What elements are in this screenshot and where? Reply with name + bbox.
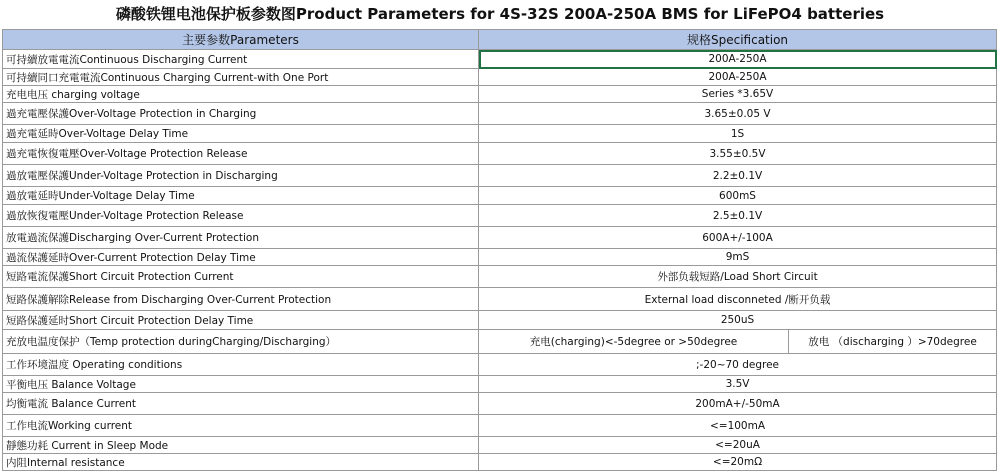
table-row <box>3 187 997 205</box>
table-row <box>3 311 997 330</box>
spec-cell[interactable]: 3.55±0.5V <box>479 143 997 165</box>
spec-cell[interactable]: External load disconneted /断开负载 <box>479 288 997 311</box>
spec-cell[interactable]: 600mS <box>479 187 997 205</box>
param-cell[interactable]: 過流保護延時Over-Current Protection Delay Time <box>3 249 479 266</box>
param-cell[interactable]: 過充電壓保護Over-Voltage Protection in Charging <box>3 103 479 125</box>
spec-cell[interactable]: 3.65±0.05 V <box>479 103 997 125</box>
param-cell[interactable]: 短路保護解除Release from Discharging Over-Current Protection <box>3 288 479 311</box>
table-row <box>3 288 997 311</box>
table-row <box>3 143 997 165</box>
spec-cell[interactable]: 2.2±0.1V <box>479 165 997 187</box>
param-cell[interactable]: 工作环境温度 Operating conditions <box>3 354 479 376</box>
spec-cell[interactable]: ;-20~70 degree <box>479 354 997 376</box>
param-cell[interactable]: 過充電恢復電壓Over-Voltage Protection Release <box>3 143 479 165</box>
param-cell[interactable]: 均衡電流 Balance Current <box>3 393 479 415</box>
param-cell[interactable]: 短路電流保護Short Circuit Protection Current <box>3 266 479 288</box>
table-row <box>3 103 997 125</box>
param-cell[interactable]: 過放電延時Under-Voltage Delay Time <box>3 187 479 205</box>
table-row <box>3 454 997 471</box>
param-cell[interactable]: 可持續同口充電電流Continuous Charging Current-with One Port <box>3 69 479 86</box>
spec-cell[interactable]: 200A-250A <box>479 69 997 86</box>
spec-cell[interactable]: 200mA+/-50mA <box>479 393 997 415</box>
spec-cell[interactable]: 9mS <box>479 249 997 266</box>
param-cell[interactable]: 工作电流Working current <box>3 415 479 437</box>
param-cell[interactable]: 放電過流保護Discharging Over-Current Protection <box>3 227 479 249</box>
param-cell[interactable]: 可持續放電電流Continuous Discharging Current <box>3 50 479 69</box>
spec-cell[interactable]: 外部负载短路/Load Short Circuit <box>479 266 997 288</box>
table-row <box>3 50 997 69</box>
spec-cell-charging[interactable]: 充电(charging)<-5degree or >50degree <box>479 330 789 354</box>
table-row <box>3 125 997 143</box>
table-row <box>3 437 997 454</box>
header-parameters[interactable]: 主要参数Parameters <box>3 30 479 50</box>
param-cell[interactable]: 過充電延時Over-Voltage Delay Time <box>3 125 479 143</box>
table-row <box>3 227 997 249</box>
table-row <box>3 266 997 288</box>
param-cell[interactable]: 内阻Internal resistance <box>3 454 479 471</box>
table-row <box>3 415 997 437</box>
parameter-table <box>2 29 997 471</box>
param-cell[interactable]: 充放电温度保护（Temp protection duringCharging/Discharging） <box>3 330 479 354</box>
spec-cell[interactable]: <=20mΩ <box>479 454 997 471</box>
table-row <box>3 86 997 103</box>
table-row <box>3 249 997 266</box>
spec-cell[interactable]: 600A+/-100A <box>479 227 997 249</box>
param-cell[interactable]: 短路保護延时Short Circuit Protection Delay Time <box>3 311 479 330</box>
table-row <box>3 69 997 86</box>
spec-cell[interactable]: 3.5V <box>479 376 997 393</box>
spec-cell[interactable]: 2.5±0.1V <box>479 205 997 227</box>
spec-cell[interactable]: Series *3.65V <box>479 86 997 103</box>
table-row <box>3 165 997 187</box>
page-title: 磷酸铁锂电池保护板参数图Product Parameters for 4S-32S 200A-250A BMS for LiFePO4 batteries <box>115 5 885 23</box>
table-row <box>3 376 997 393</box>
param-cell[interactable]: 過放電壓保護Under-Voltage Protection in Discharging <box>3 165 479 187</box>
param-cell[interactable]: 過放恢復電壓Under-Voltage Protection Release <box>3 205 479 227</box>
param-cell[interactable]: 充电电压 charging voltage <box>3 86 479 103</box>
spec-cell-discharging[interactable]: 放电 （discharging ）>70degree <box>789 330 997 354</box>
table-row <box>3 354 997 376</box>
spec-cell[interactable]: <=20uA <box>479 437 997 454</box>
param-cell[interactable]: 靜態功耗 Current in Sleep Mode <box>3 437 479 454</box>
header-row <box>3 30 997 50</box>
spec-cell[interactable]: <=100mA <box>479 415 997 437</box>
table-row <box>3 393 997 415</box>
table-row <box>3 330 997 354</box>
spec-cell[interactable]: 200A-250A <box>479 50 997 69</box>
spec-cell[interactable]: 250uS <box>479 311 997 330</box>
spec-cell[interactable]: 1S <box>479 125 997 143</box>
header-specification[interactable]: 规格Specification <box>479 30 997 50</box>
table-row <box>3 205 997 227</box>
param-cell[interactable]: 平衡电压 Balance Voltage <box>3 376 479 393</box>
